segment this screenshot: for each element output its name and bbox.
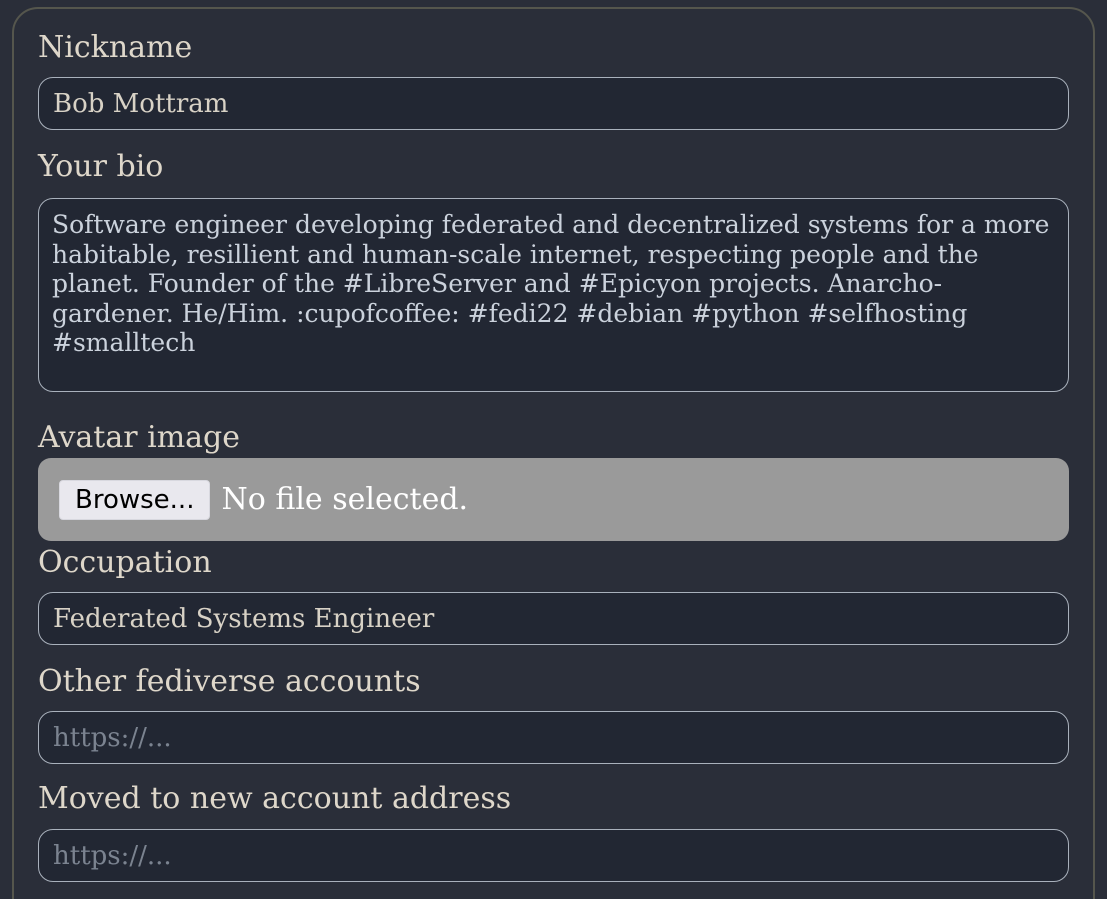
browse-button[interactable]: Browse...: [59, 480, 210, 520]
avatar-image-label: Avatar image: [38, 420, 240, 455]
file-status-text: No file selected.: [221, 482, 469, 517]
occupation-field[interactable]: [38, 592, 1069, 645]
other-fediverse-accounts-field[interactable]: [38, 711, 1069, 764]
nickname-label: Nickname: [38, 30, 193, 65]
occupation-label: Occupation: [38, 545, 212, 580]
profile-settings-form: [12, 7, 1095, 899]
moved-to-new-account-label: Moved to new account address: [38, 781, 512, 816]
avatar-file-input[interactable]: [38, 458, 1069, 541]
moved-to-new-account-field[interactable]: [38, 829, 1069, 882]
nickname-field[interactable]: [38, 77, 1069, 130]
bio-label: Your bio: [38, 149, 164, 184]
bio-textarea[interactable]: [38, 198, 1069, 392]
other-fediverse-accounts-label: Other fediverse accounts: [38, 664, 421, 699]
